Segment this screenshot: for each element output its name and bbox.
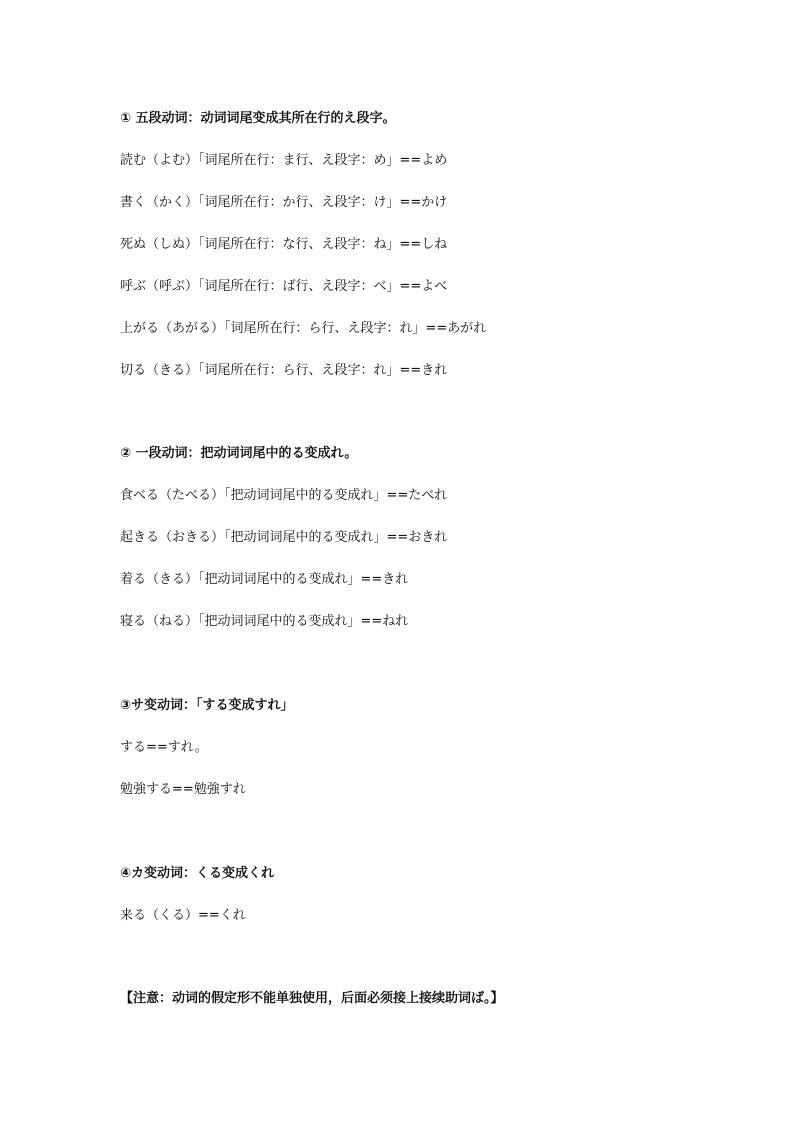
section-heading-ka-hen: ④カ变动词：くる变成くれ — [120, 866, 275, 881]
section-heading-godan: ① 五段动词：动词词尾变成其所在行的え段字。 — [120, 111, 396, 126]
example-line: 上がる（あがる）「词尾所在行：ら行、え段字：れ」==あがれ — [120, 321, 487, 336]
example-line: 書く（かく）「词尾所在行：か行、え段字：け」==かけ — [120, 195, 448, 210]
example-line: 起きる（おきる）「把动词词尾中的る变成れ」==おきれ — [120, 530, 448, 545]
example-line: 寝る（ねる）「把动词词尾中的る变成れ」==ねれ — [120, 614, 409, 629]
example-line: 呼ぶ（呼ぶ）「词尾所在行：ば行、え段字：べ」==よべ — [120, 279, 448, 294]
example-line: 切る（きる）「词尾所在行：ら行、え段字：れ」==きれ — [120, 363, 448, 378]
section-heading-sa-hen: ③サ变动词：「する变成すれ」 — [120, 698, 294, 713]
example-line: 死ぬ（しぬ）「词尾所在行：な行、え段字：ね」==しね — [120, 237, 448, 252]
usage-note: 【注意：动词的假定形不能单独使用，后面必须接上接续助词ば。】 — [120, 991, 504, 1006]
section-heading-ichidan: ② 一段动词：把动词词尾中的る变成れ。 — [120, 446, 358, 461]
example-line: 着る（きる）「把动词词尾中的る变成れ」==きれ — [120, 572, 409, 587]
example-line: 勉強する==勉強すれ — [120, 782, 246, 797]
example-line: 読む（よむ）「词尾所在行：ま行、え段字：め」==よめ — [120, 153, 448, 168]
example-line: 来る（くる）==くれ — [120, 908, 246, 923]
example-line: する==すれ。 — [120, 740, 208, 755]
example-line: 食べる（たべる）「把动词词尾中的る变成れ」==たべれ — [120, 488, 448, 503]
